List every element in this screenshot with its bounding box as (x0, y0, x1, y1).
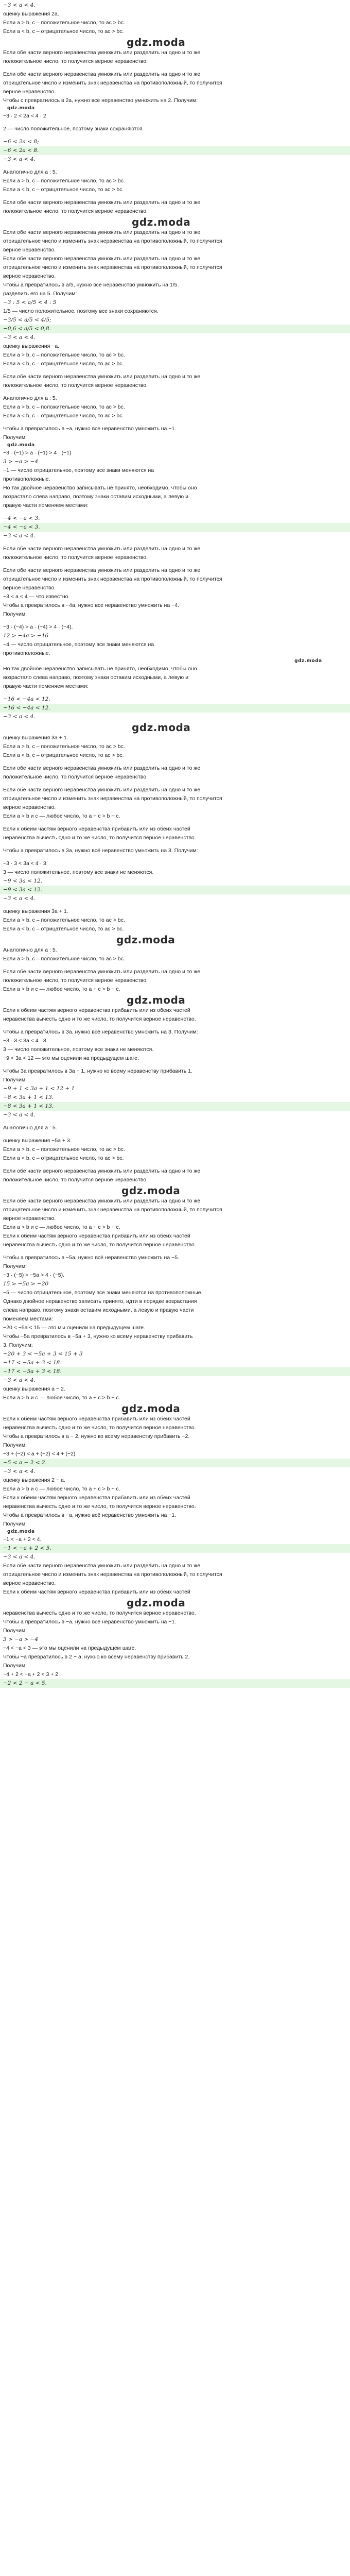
text-line: −3 · (−1) > a · (−1) > 4 · (−1) (3, 450, 72, 456)
text-line: Чтобы a превратилось в a − 2, нужно ко всему неравенству прибавить −2. (3, 1433, 190, 1439)
text-line: −3 · (−4) > a · (−4) > 4 · (−4). (3, 624, 73, 630)
text-line: Если a < b, c – отрицательное число, то ac > bc. (3, 752, 124, 758)
text-line: Если a > b, c – положительное число, то ac > bc. (3, 178, 125, 184)
text-line: отрицательное число и изменить знак неравенства на противоположный, то получится (3, 80, 222, 86)
text-line: неравенства вычесть одно и то же число, то получится верное неравенство. (3, 1016, 196, 1022)
text-line: отрицательное число и изменить знак неравенства на противоположный, то получится (3, 795, 222, 802)
text-line: Чтобы a превратилось в −4a, нужно все неравенство умножить на −4. (3, 602, 179, 608)
text-line: Получим: (3, 1442, 27, 1448)
text-line: Если a < b, c – отрицательное число, то ac > bc. (3, 1155, 124, 1161)
answer-line: −16 < −4a < 12. (0, 704, 350, 713)
text-line: Если a > b, c – положительное число, то ac > bc. (3, 1146, 125, 1153)
text-line: положительное число, то получится верное неравенство. (3, 977, 148, 984)
watermark-row (3, 658, 347, 665)
watermark: gdz.moda (121, 1402, 181, 1415)
text-line: Аналогично для a : 5. (3, 169, 57, 175)
text-line: Чтобы 3a превратилось в 3a + 1, нужно ко всему неравенству прибавить 1. (3, 1068, 192, 1074)
text-line: Если a > b и c — любое число, то a + c > b + c. (3, 1395, 120, 1401)
text-line: Но так двойное неравенство записывать не принято, необходимо, чтобы оно (3, 485, 197, 491)
text-line: −3 : 5 < a/5 < 4 : 5 (3, 299, 57, 306)
text-line: Если обе части верного неравенства умножить или разделить на одно и то же (3, 567, 201, 573)
answer-line: −1 < −a + 2 < 5. (0, 1544, 350, 1553)
text-line: Если к обеим частям верного неравенства прибавить или из обеих частей (3, 1233, 190, 1239)
text-line: Если к обеим частям верного неравенства прибавить или из обеих частей (3, 826, 190, 832)
watermark-row (3, 36, 347, 48)
text-line: оценку выражения −5a + 3. (3, 1138, 72, 1144)
text-line: 3. Получим: (3, 1342, 33, 1348)
text-line: оценку выражения 2 − a. (3, 1477, 65, 1483)
text-line: Чтобы a превратилось в −a, нужно всё неравенство умножить на −1. (3, 1619, 177, 1625)
text-line: Получим: (3, 1521, 27, 1527)
text-line: −3 < a < 4. (3, 1468, 36, 1475)
spacer (3, 562, 347, 566)
spacer (3, 164, 347, 168)
watermark-row (3, 105, 347, 112)
spacer (3, 619, 347, 623)
text-line: Аналогично для a : 5. (3, 947, 57, 953)
text-line: 3 > −a > −4 (3, 1636, 39, 1642)
watermark-row (3, 1529, 347, 1535)
text-line: Если обе части верного неравенства умножить или разделить на одно и то же (3, 787, 201, 793)
text-line: −3 < a < 4. (3, 895, 36, 902)
text-line: −3 < a < 4. (3, 156, 36, 162)
text-line: Чтобы a превратилось в −a, нужно все неравенство умножить на −1. (3, 426, 177, 432)
spacer (3, 842, 347, 846)
text-line: Если обе части верного неравенства умножить или разделить на одно и то же (3, 1168, 201, 1174)
text-line: Если a > b, c – положительное число, то ac > bc. (3, 743, 125, 750)
answer-line: −2 < 2 − a < 5. (0, 1679, 350, 1688)
spacer (3, 510, 347, 514)
watermark-row (3, 994, 347, 1006)
text-line: −16 < −4a < 12. (3, 696, 50, 702)
text-line: −17 < −5a + 3 < 18. (3, 1360, 62, 1366)
watermark-row (3, 934, 347, 946)
text-line: положительное число, то получится верное неравенство. (3, 208, 148, 214)
spacer (3, 963, 347, 968)
text-line: −3 < a < 4. (3, 334, 36, 341)
text-line: −8 < 3a + 1 < 13. (3, 1094, 54, 1100)
text-line: Если обе части верного неравенства умножить или разделить на одно и то же (3, 199, 201, 206)
text-line: отрицательное число и изменить знак неравенства на противоположный, то получится (3, 264, 222, 270)
watermark-row (3, 1184, 347, 1197)
text-line: Чтобы −5a превратилось в −5a + 3, нужно ко всему неравенству прибавить (3, 1333, 193, 1340)
text-line: Если обе части верного неравенства умножить или разделить на одно и то же (3, 49, 201, 56)
text-line: Но так двойное неравенство записывать не принято, необходимо, чтобы оно (3, 666, 197, 672)
watermark: gdz.moda (294, 658, 322, 664)
spacer (3, 821, 347, 825)
answer-line: −9 < 3a < 12. (0, 886, 350, 894)
text-line: оценку выражения 3a + 1. (3, 908, 68, 914)
answer-line: −0,6 < a/5 < 0,8. (0, 325, 350, 333)
answer-line: −17 < −5a + 3 < 18. (0, 1367, 350, 1376)
text-line: 1/5 — число положительное, поэтому все знаки сохраняются. (3, 308, 159, 314)
text-line: верное неравенство. (3, 804, 56, 810)
watermark-row (3, 1597, 347, 1609)
text-line: отрицательное число и изменить знак неравенства на противоположный, то получится (3, 1207, 222, 1213)
spacer (3, 420, 347, 425)
watermark: gdz.moda (121, 1184, 181, 1197)
text-line: Если обе части верного неравенства умножить или разделить на одно и то же (3, 71, 201, 77)
watermark: gdz.moda (127, 1597, 186, 1609)
text-line: −5 — число отрицательное, поэтому все знаки меняются на противоположные. (3, 1290, 203, 1296)
text-line: Если a > b и c — любое число, то a + c > b + c. (3, 986, 120, 992)
text-line: верное неравенство. (3, 89, 56, 95)
text-line: Получим: (3, 1263, 27, 1269)
spacer (3, 691, 347, 695)
text-line: неравенства вычесть одно и то же число, то получится верное неравенство. (3, 835, 196, 841)
watermark: gdz.moda (132, 216, 191, 228)
spacer (3, 1120, 347, 1124)
answer-line: −8 < 3a + 1 < 13. (0, 1102, 350, 1111)
watermark-row (3, 721, 347, 734)
text-line: Если к обеим частям верного неравенства прибавить или из обеих частей (3, 1589, 190, 1595)
watermark-row (3, 216, 347, 228)
spacer (3, 133, 347, 138)
text-line: Аналогично для a : 5. (3, 395, 57, 401)
text-line: Чтобы с превратилось в 2a, нужно все неравенство умножить на 2. Получим: (3, 97, 198, 104)
text-line: −3 < a < 4 — что известно. (3, 594, 70, 600)
text-line: −4 < −a < 3. (3, 515, 40, 521)
text-line: −3 · (−5) > −5a > 4 · (−5). (3, 1272, 65, 1278)
text-line: Если a < b, c – отрицательное число, то ac > bc. (3, 187, 124, 193)
text-line: верное неравенство. (3, 585, 56, 591)
text-line: Чтобы a превратилось в 3a, нужно всё неравенство умножить на 3. Получим: (3, 1029, 198, 1035)
text-line: −4 < −a < 3 — это мы оценили на предыдущем шаге. (3, 1645, 136, 1651)
watermark: gdz.moda (127, 994, 186, 1006)
spacer (3, 760, 347, 764)
text-line: Если a > b, c – положительное число, то ac > bc. (3, 917, 125, 923)
text-line: −4 + 2 < −a + 2 < 3 + 2 (3, 1671, 59, 1677)
text-line: положительное число, то получится верное неравенство. (3, 58, 148, 64)
text-line: Если a > b, c – положительное число, то ac > bc. (3, 352, 125, 358)
text-line: Однако двойное неравенство записать принято, идти в порядке возрастания (3, 1298, 197, 1304)
text-line: Чтобы a превратилось в −a, нужно всё неравенство умножить на −1. (3, 1512, 177, 1518)
spacer (3, 390, 347, 394)
watermark: gdz.moda (132, 721, 191, 734)
text-line: оценку выражения 2a. (3, 11, 59, 17)
text-line: неравенства вычесть одно и то же число, то получится верное неравенство. (3, 1425, 196, 1431)
text-line: Получим: (3, 1628, 27, 1634)
text-line: 15 > −5a > −20 (3, 1281, 49, 1287)
text-line: Если a > b, c – положительное число, то ac > bc. (3, 20, 125, 26)
text-line: поменяем местами: (3, 1316, 53, 1322)
spacer (3, 1132, 347, 1137)
text-line: положительное число, то получится верное неравенство. (3, 774, 148, 780)
text-line: Получим: (3, 1077, 27, 1083)
spacer (3, 540, 347, 545)
text-line: −1 < −a + 2 < 4. (3, 1536, 42, 1543)
spacer (3, 368, 347, 372)
text-line: разделить его на 5. Получим: (3, 291, 77, 297)
watermark: gdz.moda (7, 106, 35, 111)
text-line: Если обе части верного неравенства умножить или разделить на одно и то же (3, 546, 201, 552)
text-line: Если обе части верного неравенства умножить или разделить на одно и то же (3, 256, 201, 262)
text-line: −3 + (−2) < a + (−2) < 4 + (−2) (3, 1451, 76, 1457)
watermark-row (3, 442, 347, 449)
text-line: Если a < b, c – отрицательное число, то ac > bc. (3, 28, 124, 35)
text-line: Чтобы −a превратилось в 2 − a, нужно ко всему неравенству прибавить 2. (3, 1654, 190, 1660)
text-line: Если обе части верного неравенства умножить или разделить на одно и то же (3, 374, 201, 380)
spacer (3, 1024, 347, 1028)
text-line: Если a > b, c – положительное число, то ac > bc. (3, 404, 125, 410)
text-line: неравенства вычесть одно и то же число, то получится верное неравенство. (3, 1610, 196, 1616)
text-line: верное неравенство. (3, 273, 56, 279)
text-line: −6 < 2a < 8; (3, 139, 39, 145)
text-line: положительное число, то получится верное неравенство. (3, 382, 148, 388)
spacer (3, 194, 347, 198)
text-line: Если a > b и c — любое число, то a + c > b + c. (3, 1224, 120, 1230)
text-line: Если a > b, c – положительное число, то ac > bc. (3, 956, 125, 962)
text-line: −3 · 3 < 3a < 4 · 3 (3, 1038, 46, 1044)
text-line: положительное число, то получится верное неравенство. (3, 554, 148, 561)
text-line: отрицательное число и изменить знак неравенства на противоположный, то получится (3, 238, 222, 244)
text-line: Если к обеим частям верного неравенства прибавить или из обеих частей (3, 1495, 190, 1501)
text-line: противоположные. (3, 476, 50, 482)
text-line: −20 + 3 < −5a + 3 < 15 + 3 (3, 1351, 83, 1357)
text-line: верное неравенство. (3, 1580, 56, 1586)
text-line: −1 — число отрицательное, поэтому все знаки меняются на (3, 467, 154, 473)
text-line: −3 < a < 4. (3, 2, 36, 8)
text-line: Если обе части верного неравенства умножить или разделить на одно и то же (3, 1563, 201, 1569)
spacer (3, 855, 347, 859)
spacer (3, 903, 347, 907)
text-line: 3 — число положительное, поэтому все знаки не меняются. (3, 869, 154, 875)
text-line: неравенства вычесть одно и то же число, то получится верное неравенство. (3, 1242, 196, 1248)
spacer (3, 1249, 347, 1253)
answer-line: −6 < 2a < 8. (0, 146, 350, 155)
answer-line: −4 < −a < 3. (0, 523, 350, 532)
text-line: −9 < 3a < 12 — это мы оценили на предыдущем шаге. (3, 1055, 139, 1061)
text-line: −3 < a < 4. (3, 714, 36, 720)
text-line: −3 < a < 4. (3, 1112, 36, 1118)
watermark: gdz.moda (127, 36, 186, 48)
spacer (3, 121, 347, 125)
text-line: положительное число, то получится верное неравенство. (3, 1177, 148, 1183)
text-line: возрастало слева направо, поэтому знаки оставим исходными, а левую и (3, 674, 188, 681)
spacer (3, 1063, 347, 1067)
text-line: 12 > −4a > −16 (3, 633, 49, 639)
text-line: правую части поменяем местами: (3, 502, 89, 509)
text-line: Если a < b, c – отрицательное число, то ac > bc. (3, 926, 124, 932)
text-line: −3 · 3 < 3a < 4 · 3 (3, 860, 46, 867)
text-line: −3/5 < a/5 < 4/5; (3, 317, 51, 323)
text-line: −3 < a < 4. (3, 1554, 36, 1560)
text-line: Если обе части верного неравенства умножить или разделить на одно и то же (3, 1198, 201, 1204)
text-line: Если к обеим частям верного неравенства прибавить или из обеих частей (3, 1416, 190, 1422)
text-line: Если a < b, c – отрицательное число, то ac > bc. (3, 413, 124, 419)
text-line: отрицательное число и изменить знак неравенства на противоположный, то получится (3, 1571, 222, 1578)
spacer (3, 66, 347, 70)
text-line: неравенства вычесть одно и то же число, то получится верное неравенство. (3, 1503, 196, 1510)
text-line: 2 — число положительное, поэтому знаки сохраняются. (3, 126, 144, 132)
watermark: gdz.moda (7, 443, 35, 448)
answer-line: −5 < a − 2 < 2. (0, 1459, 350, 1467)
text-line: оценку выражения 3a + 1. (3, 735, 68, 741)
text-line: Если обе части верного неравенства умножить или разделить на одно и то же (3, 765, 201, 771)
text-line: Получим: (3, 434, 27, 440)
text-line: 3 — число положительное, поэтому все знаки не меняются. (3, 1046, 154, 1053)
text-line: Получим: (3, 611, 27, 617)
text-line: возрастало слева направо, поэтому знаки оставим исходными, а левую и (3, 494, 188, 500)
text-line: отрицательное число и изменить знак неравенства на противоположный, то получится (3, 576, 222, 582)
text-line: −9 + 1 < 3a + 1 < 12 + 1 (3, 1086, 75, 1092)
watermark: gdz.moda (116, 934, 176, 946)
text-line: Если a < b, c – отрицательное число, то ac > bc. (3, 361, 124, 367)
text-line: Чтобы a превратилось в −5a, нужно всё неравенство умножить на −5. (3, 1255, 179, 1261)
text-line: оценку выражения a − 2. (3, 1386, 65, 1392)
text-line: оценку выражения −a. (3, 343, 60, 349)
text-line: Если к обеим частям верного неравенства прибавить или из обеих частей (3, 1007, 190, 1013)
text-line: 3 > −a > −4 (3, 459, 39, 465)
text-line: верное неравенство. (3, 247, 56, 253)
text-line: −3 < a < 4. (3, 533, 36, 539)
text-line: Чтобы a превратилось в 3a, нужно всё неравенство умножить на 3. Получим: (3, 848, 198, 854)
text-line: Получим: (3, 1663, 27, 1669)
text-line: −9 < 3a < 12. (3, 878, 43, 884)
text-line: Если обе части верного неравенства умножить или разделить на одно и то же (3, 229, 201, 235)
text-line: Чтобы a превратилось в a/5, нужно все неравенство умножить на 1/5. (3, 282, 179, 288)
text-line: верное неравенство. (3, 1215, 56, 1222)
text-line: Если обе части верного неравенства умножить или разделить на одно и то же (3, 969, 201, 975)
text-line: Аналогично для a : 5. (3, 1125, 57, 1131)
text-line: Если a > b и c — любое число, то a + c > b + c. (3, 813, 120, 819)
text-line: противоположные. (3, 650, 50, 656)
text-line: слева направо, поэтому знаки оставим исходными, а левую и правую части (3, 1307, 194, 1313)
watermark-row (3, 1402, 347, 1415)
text-line: правую части поменяем местами: (3, 683, 89, 689)
text-line: −4 — число отрицательное, поэтому все знаки меняются на (3, 641, 154, 648)
text-line: −20 < −5a < 15 — это мы оценили на предыдущем шаге. (3, 1325, 145, 1331)
spacer (3, 1163, 347, 1167)
text-line: −3 < a < 4. (3, 1377, 36, 1383)
text-line: Если a > b и c — любое число, то a + c > b + c. (3, 1486, 120, 1492)
text-line: −3 · 2 < 2a < 4 · 2 (3, 113, 46, 119)
watermark: gdz.moda (7, 1529, 35, 1534)
spacer (3, 782, 347, 786)
